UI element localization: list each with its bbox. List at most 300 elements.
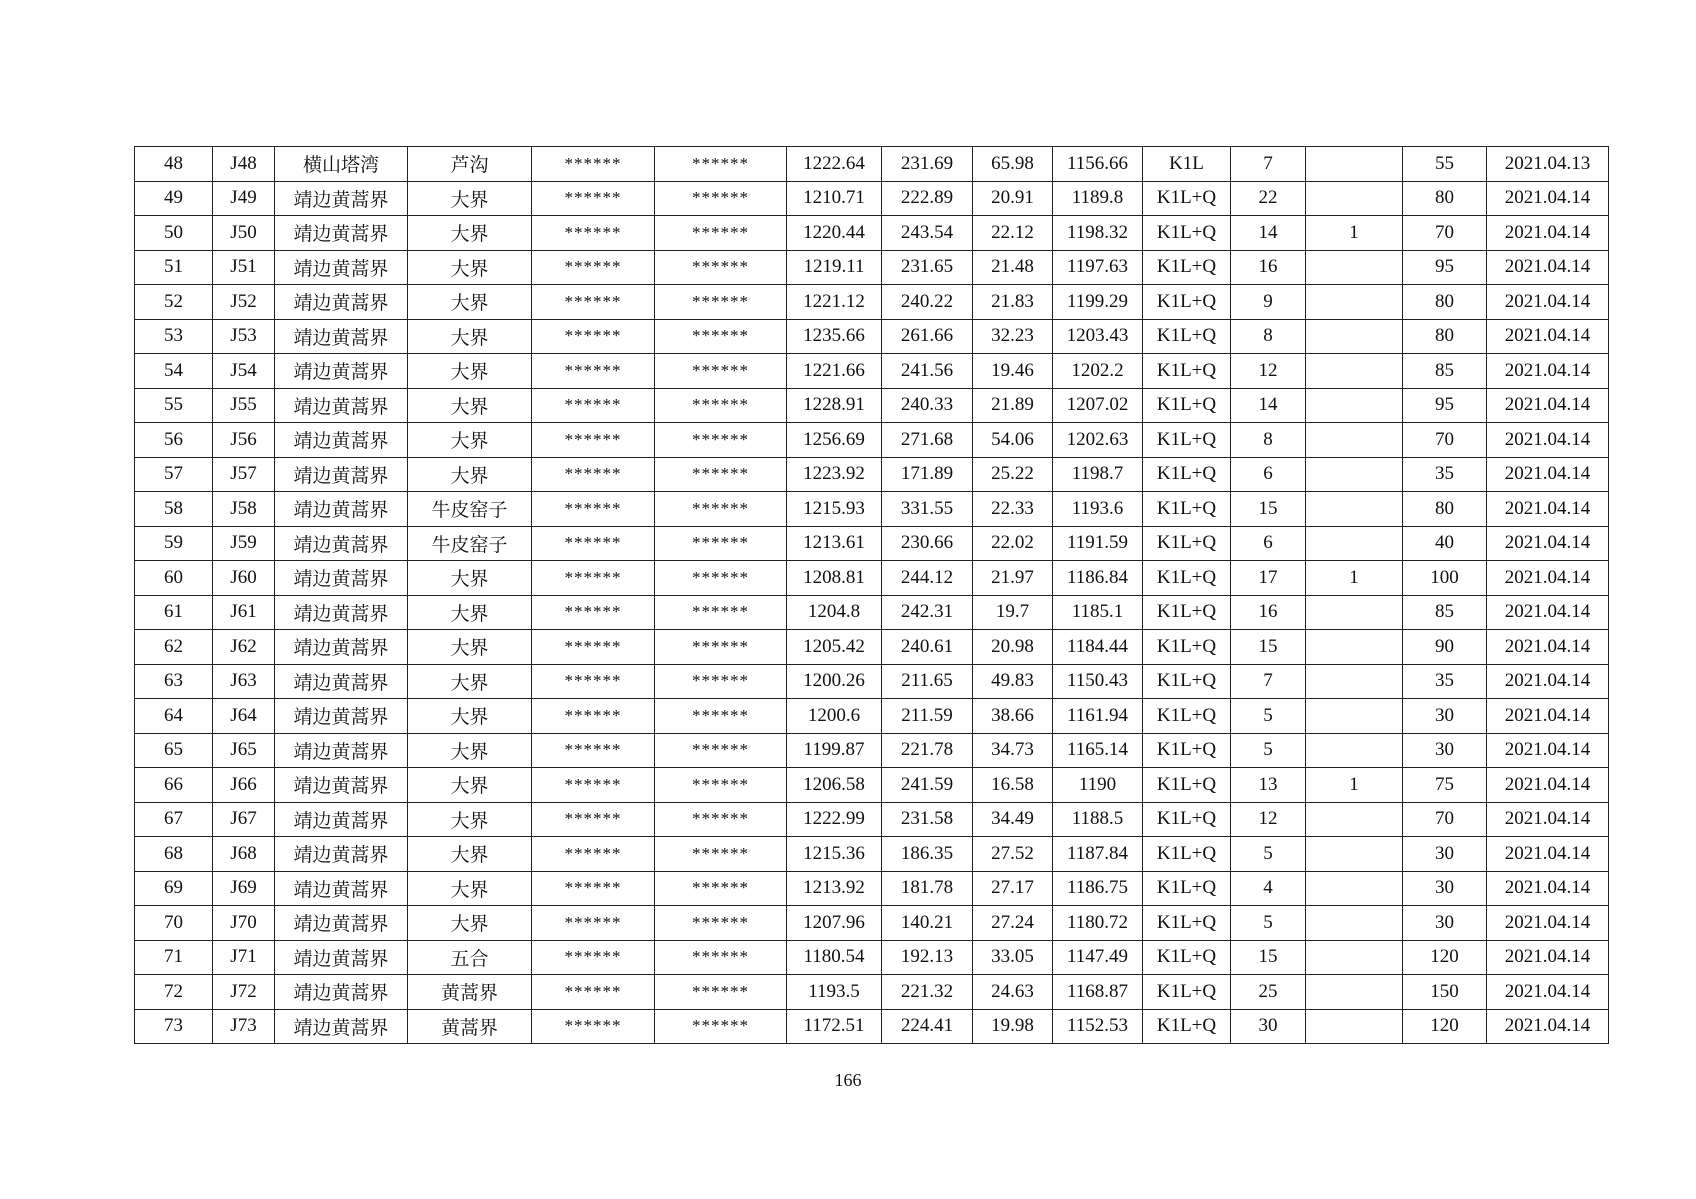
cell-location: 大界	[408, 354, 532, 389]
cell-water-level-elev: 1152.53	[1053, 1009, 1143, 1044]
cell-location: 大界	[408, 285, 532, 320]
cell-depth: 244.12	[882, 561, 973, 596]
cell-stratum: K1L+Q	[1143, 595, 1231, 630]
cell-stratum: K1L+Q	[1143, 216, 1231, 251]
cell-depth: 140.21	[882, 906, 973, 941]
cell-water-level: 19.46	[973, 354, 1053, 389]
cell-depth: 221.78	[882, 733, 973, 768]
cell-stratum: K1L+Q	[1143, 975, 1231, 1010]
table-row	[135, 388, 1609, 423]
cell-seq-no: 65	[135, 733, 213, 768]
cell-yield: 70	[1403, 802, 1487, 837]
cell-area: 靖边黄蒿界	[275, 181, 408, 216]
cell-seq-no: 62	[135, 630, 213, 665]
cell-seq-no: 73	[135, 1009, 213, 1044]
cell-survey-date: 2021.04.14	[1487, 664, 1609, 699]
cell-water-level: 22.02	[973, 526, 1053, 561]
cell-well-id: J62	[213, 630, 275, 665]
cell-stratum: K1L+Q	[1143, 423, 1231, 458]
cell-seq-no: 53	[135, 319, 213, 354]
cell-water-level-elev: 1180.72	[1053, 906, 1143, 941]
cell-survey-date: 2021.04.14	[1487, 906, 1609, 941]
cell-water-level-elev: 1186.84	[1053, 561, 1143, 596]
table-row	[135, 216, 1609, 251]
cell-temperature: 8	[1231, 319, 1306, 354]
cell-elevation: 1204.8	[787, 595, 882, 630]
table-row	[135, 733, 1609, 768]
cell-elevation: 1220.44	[787, 216, 882, 251]
cell-elevation: 1223.92	[787, 457, 882, 492]
cell-yield: 80	[1403, 285, 1487, 320]
cell-water-level: 21.48	[973, 250, 1053, 285]
cell-temperature: 22	[1231, 181, 1306, 216]
cell-coord-x: ******	[532, 285, 655, 320]
cell-area: 靖边黄蒿界	[275, 354, 408, 389]
cell-area: 靖边黄蒿界	[275, 216, 408, 251]
cell-coord-y: ******	[655, 492, 787, 527]
cell-elevation: 1193.5	[787, 975, 882, 1010]
cell-area: 靖边黄蒿界	[275, 561, 408, 596]
cell-location: 大界	[408, 423, 532, 458]
cell-water-level-elev: 1168.87	[1053, 975, 1143, 1010]
cell-depth: 211.59	[882, 699, 973, 734]
cell-water-level-elev: 1197.63	[1053, 250, 1143, 285]
cell-stratum: K1L+Q	[1143, 250, 1231, 285]
cell-stratum: K1L+Q	[1143, 492, 1231, 527]
cell-flag	[1306, 319, 1403, 354]
cell-water-level: 25.22	[973, 457, 1053, 492]
cell-survey-date: 2021.04.14	[1487, 1009, 1609, 1044]
cell-water-level: 54.06	[973, 423, 1053, 458]
cell-flag	[1306, 1009, 1403, 1044]
cell-area: 靖边黄蒿界	[275, 492, 408, 527]
cell-stratum: K1L+Q	[1143, 733, 1231, 768]
cell-location: 大界	[408, 250, 532, 285]
cell-yield: 120	[1403, 940, 1487, 975]
cell-yield: 70	[1403, 216, 1487, 251]
cell-survey-date: 2021.04.14	[1487, 871, 1609, 906]
cell-water-level: 16.58	[973, 768, 1053, 803]
cell-water-level: 33.05	[973, 940, 1053, 975]
cell-stratum: K1L+Q	[1143, 768, 1231, 803]
table-row	[135, 699, 1609, 734]
cell-area: 靖边黄蒿界	[275, 595, 408, 630]
cell-water-level-elev: 1150.43	[1053, 664, 1143, 699]
cell-coord-y: ******	[655, 319, 787, 354]
table-row	[135, 768, 1609, 803]
cell-seq-no: 57	[135, 457, 213, 492]
cell-location: 大界	[408, 457, 532, 492]
cell-stratum: K1L+Q	[1143, 906, 1231, 941]
cell-area: 靖边黄蒿界	[275, 733, 408, 768]
cell-depth: 240.33	[882, 388, 973, 423]
cell-coord-x: ******	[532, 526, 655, 561]
cell-water-level-elev: 1202.2	[1053, 354, 1143, 389]
cell-location: 大界	[408, 630, 532, 665]
cell-seq-no: 51	[135, 250, 213, 285]
cell-coord-x: ******	[532, 664, 655, 699]
cell-temperature: 6	[1231, 526, 1306, 561]
cell-stratum: K1L+Q	[1143, 664, 1231, 699]
cell-yield: 30	[1403, 733, 1487, 768]
cell-location: 黄蒿界	[408, 975, 532, 1010]
cell-coord-x: ******	[532, 1009, 655, 1044]
table-row	[135, 664, 1609, 699]
cell-survey-date: 2021.04.14	[1487, 699, 1609, 734]
cell-elevation: 1207.96	[787, 906, 882, 941]
cell-well-id: J68	[213, 837, 275, 872]
cell-coord-x: ******	[532, 492, 655, 527]
cell-water-level-elev: 1202.63	[1053, 423, 1143, 458]
cell-flag	[1306, 871, 1403, 906]
cell-well-id: J56	[213, 423, 275, 458]
cell-seq-no: 55	[135, 388, 213, 423]
cell-survey-date: 2021.04.14	[1487, 423, 1609, 458]
cell-elevation: 1213.61	[787, 526, 882, 561]
cell-well-id: J55	[213, 388, 275, 423]
cell-location: 大界	[408, 388, 532, 423]
cell-temperature: 5	[1231, 837, 1306, 872]
cell-temperature: 6	[1231, 457, 1306, 492]
cell-area: 靖边黄蒿界	[275, 388, 408, 423]
cell-water-level: 20.98	[973, 630, 1053, 665]
cell-seq-no: 68	[135, 837, 213, 872]
cell-stratum: K1L+Q	[1143, 699, 1231, 734]
cell-elevation: 1210.71	[787, 181, 882, 216]
cell-coord-x: ******	[532, 699, 655, 734]
cell-temperature: 14	[1231, 388, 1306, 423]
cell-stratum: K1L+Q	[1143, 802, 1231, 837]
cell-flag	[1306, 802, 1403, 837]
cell-temperature: 15	[1231, 492, 1306, 527]
cell-stratum: K1L+Q	[1143, 1009, 1231, 1044]
cell-water-level: 27.24	[973, 906, 1053, 941]
cell-elevation: 1215.36	[787, 837, 882, 872]
table-row	[135, 630, 1609, 665]
cell-temperature: 8	[1231, 423, 1306, 458]
cell-coord-y: ******	[655, 147, 787, 182]
cell-temperature: 5	[1231, 699, 1306, 734]
cell-well-id: J61	[213, 595, 275, 630]
cell-elevation: 1235.66	[787, 319, 882, 354]
cell-flag	[1306, 699, 1403, 734]
cell-stratum: K1L+Q	[1143, 871, 1231, 906]
cell-area: 靖边黄蒿界	[275, 837, 408, 872]
cell-depth: 331.55	[882, 492, 973, 527]
cell-temperature: 25	[1231, 975, 1306, 1010]
cell-area: 靖边黄蒿界	[275, 940, 408, 975]
cell-coord-y: ******	[655, 388, 787, 423]
cell-coord-y: ******	[655, 250, 787, 285]
cell-water-level: 27.52	[973, 837, 1053, 872]
cell-location: 大界	[408, 699, 532, 734]
cell-water-level-elev: 1191.59	[1053, 526, 1143, 561]
table-row	[135, 837, 1609, 872]
cell-coord-x: ******	[532, 595, 655, 630]
page-number: 166	[834, 1070, 862, 1090]
cell-well-id: J50	[213, 216, 275, 251]
cell-flag	[1306, 837, 1403, 872]
cell-well-id: J63	[213, 664, 275, 699]
cell-flag	[1306, 457, 1403, 492]
table-row	[135, 975, 1609, 1010]
cell-temperature: 12	[1231, 354, 1306, 389]
cell-temperature: 13	[1231, 768, 1306, 803]
table-row	[135, 526, 1609, 561]
cell-water-level: 21.97	[973, 561, 1053, 596]
cell-temperature: 5	[1231, 906, 1306, 941]
cell-seq-no: 54	[135, 354, 213, 389]
cell-water-level-elev: 1190	[1053, 768, 1143, 803]
cell-survey-date: 2021.04.14	[1487, 285, 1609, 320]
cell-coord-x: ******	[532, 561, 655, 596]
cell-location: 黄蒿界	[408, 1009, 532, 1044]
cell-water-level-elev: 1203.43	[1053, 319, 1143, 354]
cell-seq-no: 56	[135, 423, 213, 458]
cell-depth: 192.13	[882, 940, 973, 975]
cell-seq-no: 61	[135, 595, 213, 630]
cell-well-id: J58	[213, 492, 275, 527]
table-row	[135, 940, 1609, 975]
cell-coord-x: ******	[532, 388, 655, 423]
cell-temperature: 16	[1231, 595, 1306, 630]
cell-coord-y: ******	[655, 285, 787, 320]
cell-depth: 261.66	[882, 319, 973, 354]
well-data-table	[134, 146, 1609, 1044]
cell-depth: 271.68	[882, 423, 973, 458]
cell-elevation: 1228.91	[787, 388, 882, 423]
cell-coord-x: ******	[532, 906, 655, 941]
cell-elevation: 1219.11	[787, 250, 882, 285]
cell-location: 大界	[408, 319, 532, 354]
cell-yield: 30	[1403, 837, 1487, 872]
cell-water-level: 20.91	[973, 181, 1053, 216]
cell-flag	[1306, 285, 1403, 320]
cell-elevation: 1215.93	[787, 492, 882, 527]
cell-yield: 85	[1403, 354, 1487, 389]
cell-coord-y: ******	[655, 526, 787, 561]
cell-area: 靖边黄蒿界	[275, 871, 408, 906]
cell-depth: 221.32	[882, 975, 973, 1010]
cell-elevation: 1222.99	[787, 802, 882, 837]
cell-temperature: 12	[1231, 802, 1306, 837]
cell-stratum: K1L	[1143, 147, 1231, 182]
cell-coord-y: ******	[655, 768, 787, 803]
table-body	[135, 147, 1609, 1044]
cell-location: 大界	[408, 906, 532, 941]
cell-yield: 30	[1403, 906, 1487, 941]
cell-stratum: K1L+Q	[1143, 181, 1231, 216]
cell-seq-no: 63	[135, 664, 213, 699]
cell-coord-y: ******	[655, 181, 787, 216]
cell-coord-x: ******	[532, 250, 655, 285]
cell-location: 大界	[408, 802, 532, 837]
cell-depth: 240.22	[882, 285, 973, 320]
cell-yield: 30	[1403, 871, 1487, 906]
cell-flag	[1306, 733, 1403, 768]
cell-yield: 35	[1403, 457, 1487, 492]
cell-seq-no: 67	[135, 802, 213, 837]
cell-water-level-elev: 1185.1	[1053, 595, 1143, 630]
cell-seq-no: 58	[135, 492, 213, 527]
cell-coord-y: ******	[655, 561, 787, 596]
cell-area: 靖边黄蒿界	[275, 699, 408, 734]
table-row	[135, 595, 1609, 630]
table-row	[135, 319, 1609, 354]
cell-survey-date: 2021.04.14	[1487, 975, 1609, 1010]
cell-location: 五合	[408, 940, 532, 975]
table-row	[135, 423, 1609, 458]
cell-temperature: 15	[1231, 630, 1306, 665]
cell-coord-y: ******	[655, 802, 787, 837]
cell-location: 大界	[408, 181, 532, 216]
cell-survey-date: 2021.04.14	[1487, 837, 1609, 872]
cell-water-level: 38.66	[973, 699, 1053, 734]
cell-water-level-elev: 1189.8	[1053, 181, 1143, 216]
cell-stratum: K1L+Q	[1143, 285, 1231, 320]
cell-flag	[1306, 664, 1403, 699]
cell-flag: 1	[1306, 216, 1403, 251]
cell-elevation: 1199.87	[787, 733, 882, 768]
cell-area: 靖边黄蒿界	[275, 630, 408, 665]
cell-survey-date: 2021.04.14	[1487, 630, 1609, 665]
cell-depth: 171.89	[882, 457, 973, 492]
cell-survey-date: 2021.04.14	[1487, 388, 1609, 423]
cell-coord-x: ******	[532, 940, 655, 975]
cell-location: 大界	[408, 871, 532, 906]
cell-survey-date: 2021.04.14	[1487, 940, 1609, 975]
cell-area: 靖边黄蒿界	[275, 285, 408, 320]
cell-flag	[1306, 388, 1403, 423]
cell-coord-x: ******	[532, 423, 655, 458]
cell-well-id: J52	[213, 285, 275, 320]
cell-yield: 80	[1403, 181, 1487, 216]
cell-yield: 70	[1403, 423, 1487, 458]
cell-flag	[1306, 147, 1403, 182]
cell-survey-date: 2021.04.14	[1487, 802, 1609, 837]
cell-survey-date: 2021.04.14	[1487, 595, 1609, 630]
table-row	[135, 250, 1609, 285]
cell-well-id: J57	[213, 457, 275, 492]
cell-water-level-elev: 1156.66	[1053, 147, 1143, 182]
cell-coord-x: ******	[532, 319, 655, 354]
table-row	[135, 561, 1609, 596]
cell-elevation: 1208.81	[787, 561, 882, 596]
cell-depth: 231.58	[882, 802, 973, 837]
cell-temperature: 14	[1231, 216, 1306, 251]
cell-coord-x: ******	[532, 871, 655, 906]
table-row	[135, 181, 1609, 216]
cell-area: 靖边黄蒿界	[275, 768, 408, 803]
cell-stratum: K1L+Q	[1143, 561, 1231, 596]
cell-well-id: J70	[213, 906, 275, 941]
cell-coord-y: ******	[655, 837, 787, 872]
cell-water-level-elev: 1147.49	[1053, 940, 1143, 975]
cell-water-level: 34.49	[973, 802, 1053, 837]
cell-location: 大界	[408, 561, 532, 596]
cell-water-level: 21.83	[973, 285, 1053, 320]
cell-coord-y: ******	[655, 664, 787, 699]
cell-elevation: 1180.54	[787, 940, 882, 975]
cell-flag: 1	[1306, 561, 1403, 596]
cell-area: 靖边黄蒿界	[275, 526, 408, 561]
cell-temperature: 9	[1231, 285, 1306, 320]
table-row	[135, 906, 1609, 941]
cell-well-id: J49	[213, 181, 275, 216]
cell-temperature: 17	[1231, 561, 1306, 596]
cell-elevation: 1213.92	[787, 871, 882, 906]
cell-survey-date: 2021.04.14	[1487, 319, 1609, 354]
cell-well-id: J69	[213, 871, 275, 906]
cell-elevation: 1205.42	[787, 630, 882, 665]
cell-depth: 186.35	[882, 837, 973, 872]
cell-flag	[1306, 906, 1403, 941]
table-row	[135, 457, 1609, 492]
cell-survey-date: 2021.04.14	[1487, 526, 1609, 561]
cell-seq-no: 66	[135, 768, 213, 803]
cell-survey-date: 2021.04.14	[1487, 561, 1609, 596]
table-row	[135, 1009, 1609, 1044]
cell-water-level: 49.83	[973, 664, 1053, 699]
cell-yield: 90	[1403, 630, 1487, 665]
data-table-container	[134, 146, 1608, 1044]
cell-flag	[1306, 181, 1403, 216]
cell-well-id: J54	[213, 354, 275, 389]
cell-well-id: J66	[213, 768, 275, 803]
cell-stratum: K1L+Q	[1143, 526, 1231, 561]
cell-water-level: 32.23	[973, 319, 1053, 354]
table-row	[135, 492, 1609, 527]
cell-coord-y: ******	[655, 871, 787, 906]
cell-seq-no: 69	[135, 871, 213, 906]
cell-yield: 75	[1403, 768, 1487, 803]
cell-seq-no: 48	[135, 147, 213, 182]
cell-coord-x: ******	[532, 802, 655, 837]
cell-well-id: J59	[213, 526, 275, 561]
cell-seq-no: 71	[135, 940, 213, 975]
cell-survey-date: 2021.04.14	[1487, 733, 1609, 768]
cell-water-level-elev: 1184.44	[1053, 630, 1143, 665]
cell-coord-x: ******	[532, 837, 655, 872]
cell-location: 大界	[408, 733, 532, 768]
cell-yield: 80	[1403, 319, 1487, 354]
cell-elevation: 1200.26	[787, 664, 882, 699]
cell-well-id: J51	[213, 250, 275, 285]
cell-well-id: J73	[213, 1009, 275, 1044]
cell-depth: 230.66	[882, 526, 973, 561]
cell-depth: 224.41	[882, 1009, 973, 1044]
cell-seq-no: 52	[135, 285, 213, 320]
cell-flag	[1306, 423, 1403, 458]
cell-water-level-elev: 1161.94	[1053, 699, 1143, 734]
cell-depth: 242.31	[882, 595, 973, 630]
cell-location: 大界	[408, 216, 532, 251]
cell-temperature: 7	[1231, 147, 1306, 182]
cell-stratum: K1L+Q	[1143, 457, 1231, 492]
cell-location: 大界	[408, 595, 532, 630]
cell-water-level: 19.98	[973, 1009, 1053, 1044]
cell-coord-y: ******	[655, 733, 787, 768]
cell-coord-x: ******	[532, 733, 655, 768]
cell-flag	[1306, 595, 1403, 630]
cell-location: 芦沟	[408, 147, 532, 182]
cell-flag	[1306, 975, 1403, 1010]
cell-water-level: 22.12	[973, 216, 1053, 251]
cell-seq-no: 72	[135, 975, 213, 1010]
cell-water-level-elev: 1186.75	[1053, 871, 1143, 906]
cell-area: 靖边黄蒿界	[275, 1009, 408, 1044]
cell-well-id: J60	[213, 561, 275, 596]
